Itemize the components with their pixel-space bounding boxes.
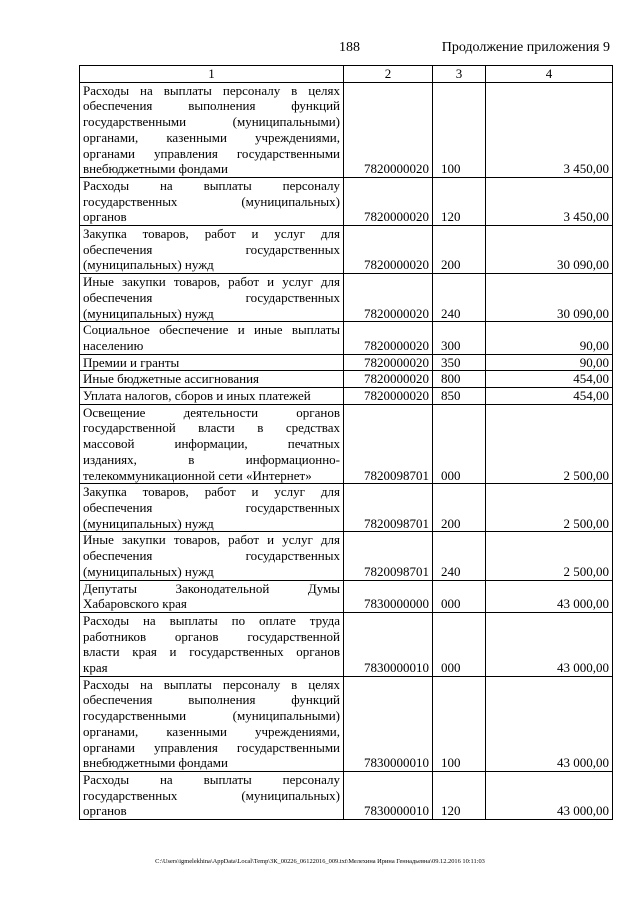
expense-item-name	[80, 580, 344, 612]
amount-value: 3 450,00	[486, 82, 613, 177]
amount-value: 30 090,00	[486, 226, 613, 274]
expense-item-name-line: (муниципальных) нужд	[83, 305, 214, 321]
expense-item-name-line: обеспечения государственных	[83, 241, 340, 257]
table-row	[80, 532, 613, 580]
expense-item-name-line: государственных (муниципальных)	[83, 787, 340, 803]
expense-item-name-line: Иные закупки товаров, работ и услуг для	[83, 274, 340, 290]
expense-item-name-line: Иные бюджетные ассигнования	[83, 371, 260, 387]
target-article-code: 7820000020	[344, 388, 433, 405]
target-article-code: 7820000020	[344, 274, 433, 322]
expense-item-name	[80, 676, 344, 771]
expense-item-name-line: обеспечения выполнения функций	[83, 98, 340, 114]
amount-value: 454,00	[486, 388, 613, 405]
expense-item-name-line: (муниципальных) нужд	[83, 515, 214, 531]
column-number-row	[80, 66, 613, 83]
expense-item-name-line: органами, казенными учреждениями,	[83, 129, 340, 145]
expense-item-name-line: массовой информации, печатных	[83, 436, 340, 452]
target-article-code: 7820000020	[344, 226, 433, 274]
table-row	[80, 580, 613, 612]
expense-item-name-line: органами, казенными учреждениями,	[83, 723, 340, 739]
expense-type-code: 800	[433, 371, 486, 388]
appendix-continuation-label: Продолжение приложения 9	[441, 40, 610, 55]
expense-item-name-line: Закупка товаров, работ и услуг для	[83, 484, 340, 500]
table-row	[80, 322, 613, 354]
target-article-code: 7820098701	[344, 404, 433, 484]
expense-item-name	[80, 177, 344, 225]
expense-type-code: 000	[433, 580, 486, 612]
expense-item-name	[80, 612, 344, 676]
table-row	[80, 82, 613, 177]
table-row	[80, 371, 613, 388]
expense-item-name	[80, 82, 344, 177]
expense-item-name-line: Социальное обеспечение и иные выплаты	[83, 322, 340, 338]
expense-item-name-line: обеспечения государственных	[83, 548, 340, 564]
target-article-code: 7820000020	[344, 322, 433, 354]
expense-type-code: 100	[433, 676, 486, 771]
amount-value: 3 450,00	[486, 177, 613, 225]
expense-item-name-line: органов	[83, 209, 127, 225]
expense-item-name	[80, 371, 344, 388]
table-row	[80, 354, 613, 371]
expense-item-name-line: государственных (муниципальных)	[83, 193, 340, 209]
amount-value: 43 000,00	[486, 612, 613, 676]
page-header	[0, 40, 640, 60]
expense-item-name	[80, 484, 344, 532]
expense-item-name-line: Хабаровского края	[83, 596, 187, 612]
expense-type-code: 200	[433, 226, 486, 274]
expense-type-code: 240	[433, 532, 486, 580]
amount-value: 30 090,00	[486, 274, 613, 322]
expense-item-name-line: Уплата налогов, сборов и иных платежей	[83, 388, 311, 404]
expense-item-name	[80, 532, 344, 580]
column-number: 4	[486, 66, 613, 83]
expense-item-name-line: телекоммуникационной сети «Интернет»	[83, 467, 312, 483]
amount-value: 43 000,00	[486, 676, 613, 771]
expense-item-name-line: внебюджетными фондами	[83, 161, 228, 177]
expense-item-name	[80, 404, 344, 484]
table-row	[80, 484, 613, 532]
expense-type-code: 240	[433, 274, 486, 322]
expense-item-name	[80, 354, 344, 371]
table-row	[80, 612, 613, 676]
expense-item-name-line: работников органов государственной	[83, 628, 340, 644]
amount-value: 2 500,00	[486, 484, 613, 532]
expense-type-code: 300	[433, 322, 486, 354]
expense-item-name-line: Закупка товаров, работ и услуг для	[83, 226, 340, 242]
target-article-code: 7830000000	[344, 580, 433, 612]
expense-item-name-line: органами управления государственными	[83, 145, 340, 161]
table-row	[80, 404, 613, 484]
expense-item-name-line: Иные закупки товаров, работ и услуг для	[83, 532, 340, 548]
target-article-code: 7820000020	[344, 82, 433, 177]
page-number: 188	[339, 40, 360, 55]
table-row	[80, 226, 613, 274]
expense-item-name	[80, 274, 344, 322]
expense-item-name-line: изданиях, в информационно-	[83, 451, 340, 467]
amount-value: 90,00	[486, 322, 613, 354]
expense-item-name-line: населению	[83, 337, 144, 353]
amount-value: 2 500,00	[486, 404, 613, 484]
expense-item-name-line: Расходы на выплаты персоналу в целях	[83, 82, 340, 98]
target-article-code: 7820000020	[344, 371, 433, 388]
expense-item-name-line: власти края и государственных органов	[83, 644, 340, 660]
column-number: 3	[433, 66, 486, 83]
amount-value: 90,00	[486, 354, 613, 371]
column-number: 1	[80, 66, 344, 83]
expense-item-name-line: внебюджетными фондами	[83, 755, 228, 771]
expense-item-name-line: государственными (муниципальными)	[83, 114, 340, 130]
expense-item-name-line: органами управления государственными	[83, 739, 340, 755]
expense-type-code: 000	[433, 612, 486, 676]
target-article-code: 7830000010	[344, 612, 433, 676]
expense-item-name-line: государственной власти в средствах	[83, 420, 340, 436]
expense-item-name	[80, 322, 344, 354]
expense-item-name-line: Депутаты Законодательной Думы	[83, 580, 340, 596]
expense-item-name-line: (муниципальных) нужд	[83, 257, 214, 273]
table-row	[80, 274, 613, 322]
amount-value: 43 000,00	[486, 580, 613, 612]
expense-item-name-line: Расходы на выплаты по оплате труда	[83, 612, 340, 628]
amount-value: 454,00	[486, 371, 613, 388]
expense-item-name-line: обеспечения государственных	[83, 289, 340, 305]
amount-value: 43 000,00	[486, 771, 613, 819]
file-path-footer: C:\Users\igmelekhina\AppData\Local\Temp\ЗК_00226_06122016_009.txt\Мелехина Ирина Геннадьевна\09.12.2016 10:11:03	[155, 858, 485, 865]
expense-item-name-line: Премии и гранты	[83, 354, 180, 370]
expense-item-name	[80, 771, 344, 819]
expense-item-name-line: Освещение деятельности органов	[83, 404, 340, 420]
expense-type-code: 100	[433, 82, 486, 177]
expense-type-code: 200	[433, 484, 486, 532]
table-row	[80, 771, 613, 819]
budget-table	[79, 65, 613, 820]
expense-item-name-line: государственными (муниципальными)	[83, 708, 340, 724]
table-row	[80, 388, 613, 405]
target-article-code: 7820098701	[344, 484, 433, 532]
table-row	[80, 177, 613, 225]
expense-item-name	[80, 226, 344, 274]
expense-item-name-line: Расходы на выплаты персоналу	[83, 771, 340, 787]
expense-item-name-line: (муниципальных) нужд	[83, 563, 214, 579]
expense-item-name-line: органов	[83, 803, 127, 819]
expense-item-name-line: обеспечения государственных	[83, 499, 340, 515]
expense-item-name-line: обеспечения выполнения функций	[83, 692, 340, 708]
target-article-code: 7820000020	[344, 177, 433, 225]
target-article-code: 7830000010	[344, 676, 433, 771]
column-number: 2	[344, 66, 433, 83]
expense-type-code: 350	[433, 354, 486, 371]
expense-item-name-line: Расходы на выплаты персоналу	[83, 177, 340, 193]
target-article-code: 7820098701	[344, 532, 433, 580]
target-article-code: 7820000020	[344, 354, 433, 371]
expense-type-code: 120	[433, 177, 486, 225]
table-row	[80, 676, 613, 771]
target-article-code: 7830000010	[344, 771, 433, 819]
expense-type-code: 120	[433, 771, 486, 819]
amount-value: 2 500,00	[486, 532, 613, 580]
expense-type-code: 000	[433, 404, 486, 484]
expense-item-name	[80, 388, 344, 405]
expense-item-name-line: края	[83, 660, 108, 676]
expense-item-name-line: Расходы на выплаты персоналу в целях	[83, 676, 340, 692]
expense-type-code: 850	[433, 388, 486, 405]
